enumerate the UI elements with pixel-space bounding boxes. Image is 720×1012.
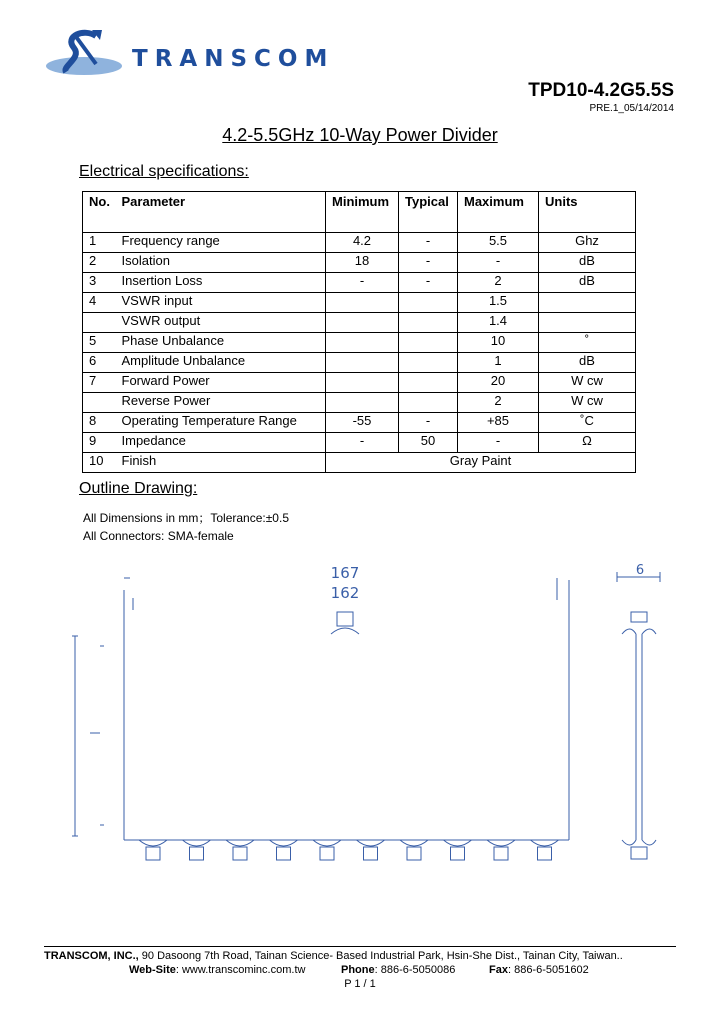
cell-param: Frequency range [118,233,326,253]
cell-param: Forward Power [118,373,326,393]
outline-heading: Outline Drawing: [79,480,198,497]
cell-typ [399,313,458,333]
cell-unit: W cw [539,373,636,393]
col-units: Units [539,192,636,233]
cell-no: 3 [83,273,118,293]
col-minimum: Minimum [326,192,399,233]
table-row [83,453,636,473]
cell-param: VSWR input [118,293,326,313]
footer-address: TRANSCOM, INC., 90 Dasoong 7th Road, Tainan Science- Based Industrial Park, Hsin-She Dist., Tainan City, Taiwan.. [44,950,623,962]
cell-finish-value: Gray Paint [326,453,636,473]
cell-max: 1.5 [458,293,539,313]
cell-param: Amplitude Unbalance [118,353,326,373]
spec-table [82,191,636,473]
cell-typ [399,333,458,353]
cell-typ [399,373,458,393]
table-header-row [83,192,636,233]
revision: PRE.1_05/14/2014 [589,103,674,114]
cell-typ: - [399,253,458,273]
cell-min [326,373,399,393]
cell-min: - [326,273,399,293]
cell-no: 9 [83,433,118,453]
table-row [83,433,636,453]
cell-unit: ˚C [539,413,636,433]
table-row [83,373,636,393]
footer-fax: Fax: 886-6-5051602 [489,964,589,976]
output-port-icon [270,840,298,860]
dimension-note: All Dimensions in mm；Tolerance:±0.5 [83,511,289,525]
brand-name: TRANSCOM [132,46,335,72]
cell-no: 10 [83,453,118,473]
part-number: TPD10-4.2G5.5S [528,80,674,101]
footer-divider [44,946,676,947]
col-maximum: Maximum [458,192,539,233]
cell-min [326,333,399,353]
output-port-icon [139,840,167,860]
cell-min [326,393,399,413]
col-no: No. [83,192,118,233]
table-row [83,353,636,373]
table-row [83,393,636,413]
outline-drawing [0,550,720,870]
cell-max: 2 [458,393,539,413]
cell-param: Phase Unbalance [118,333,326,353]
dimension-167: 167 [330,564,360,582]
cell-unit: W cw [539,393,636,413]
cell-max: 10 [458,333,539,353]
cell-max: - [458,433,539,453]
table-row [83,413,636,433]
cell-param: Insertion Loss [118,273,326,293]
cell-param: Impedance [118,433,326,453]
cell-no: 6 [83,353,118,373]
cell-max: 2 [458,273,539,293]
cell-unit: dB [539,253,636,273]
cell-typ: - [399,233,458,253]
cell-unit: Ω [539,433,636,453]
output-port-icon [357,840,385,860]
cell-min [326,293,399,313]
cell-unit: dB [539,273,636,293]
col-typical: Typical [399,192,458,233]
output-port-icon [226,840,254,860]
footer-phone: Phone: 886-6-5050086 [341,964,456,976]
connector-note: All Connectors: SMA-female [83,529,234,543]
table-row [83,313,636,333]
cell-no: 4 [83,293,118,313]
cell-typ: - [399,413,458,433]
document-title: 4.2-5.5GHz 10-Way Power Divider [222,125,498,145]
cell-max: - [458,253,539,273]
table-row [83,253,636,273]
cell-no: 5 [83,333,118,353]
cell-max: 20 [458,373,539,393]
electrical-heading: Electrical specifications: [79,163,249,180]
table-row [83,233,636,253]
output-port-icon [313,840,341,860]
cell-max: 5.5 [458,233,539,253]
footer-website: Web-Site: www.transcominc.com.tw [129,964,306,976]
cell-param: Operating Temperature Range [118,413,326,433]
cell-typ [399,353,458,373]
cell-param: Reverse Power [118,393,326,413]
dimension-162: 162 [330,584,360,602]
col-parameter: Parameter [118,192,326,233]
dimension-6: 6 [635,563,645,578]
cell-typ: 50 [399,433,458,453]
cell-min [326,353,399,373]
cell-unit [539,293,636,313]
cell-unit: ˚ [539,333,636,353]
page-number: P 1 / 1 [344,978,376,990]
cell-no: 2 [83,253,118,273]
table-row [83,293,636,313]
cell-min: 18 [326,253,399,273]
transcom-logo [44,26,130,82]
cell-no [83,313,118,333]
cell-no: 8 [83,413,118,433]
output-port-icon [183,840,211,860]
cell-max: 1 [458,353,539,373]
output-port-icon [400,840,428,860]
cell-param: Isolation [118,253,326,273]
output-port-icon [444,840,472,860]
cell-unit [539,313,636,333]
cell-min [326,313,399,333]
output-port-icon [531,840,559,860]
cell-no [83,393,118,413]
cell-unit: Ghz [539,233,636,253]
cell-param: VSWR output [118,313,326,333]
cell-no: 1 [83,233,118,253]
table-row [83,333,636,353]
cell-param: Finish [118,453,326,473]
cell-min: - [326,433,399,453]
cell-min: -55 [326,413,399,433]
cell-typ [399,393,458,413]
cell-max: 1.4 [458,313,539,333]
cell-typ: - [399,273,458,293]
output-port-icon [487,840,515,860]
table-row [83,273,636,293]
cell-max: +85 [458,413,539,433]
cell-typ [399,293,458,313]
cell-unit: dB [539,353,636,373]
cell-min: 4.2 [326,233,399,253]
cell-no: 7 [83,373,118,393]
